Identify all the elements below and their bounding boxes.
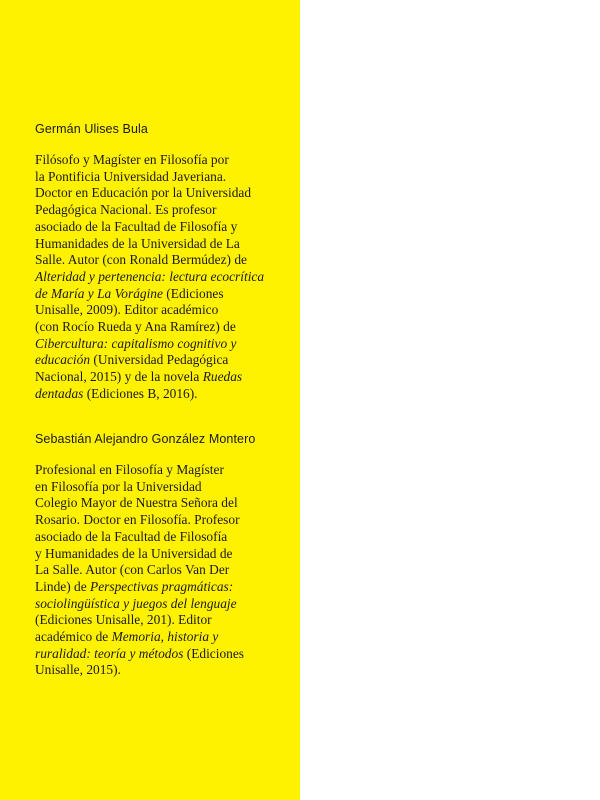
bio-line bbox=[35, 319, 275, 336]
bio-line bbox=[35, 629, 275, 646]
bio-line bbox=[35, 662, 275, 679]
italic-title-text: Perspectivas pragmáticas: bbox=[90, 578, 234, 594]
bio-text-run: Unisalle, 2015). bbox=[35, 662, 121, 678]
bio-text-run: Humanidades de la Universidad de La bbox=[35, 235, 240, 251]
bio-text-run: (Universidad Pedagógica bbox=[90, 352, 229, 368]
bio-line bbox=[35, 185, 275, 202]
bio-text-run: (Ediciones bbox=[162, 285, 224, 301]
bio-line bbox=[35, 269, 275, 286]
italic-title-text: dentadas bbox=[35, 385, 84, 401]
bio-text-run: asociado de la Facultad de Filosofía bbox=[35, 528, 228, 544]
italic-title-text: de María y La Vorágine bbox=[35, 285, 163, 301]
bio-line bbox=[35, 169, 275, 186]
bio-text-run: asociado de la Facultad de Filosofía y bbox=[35, 218, 238, 234]
bio-line bbox=[35, 546, 275, 563]
bio-line bbox=[35, 219, 275, 236]
bio-line bbox=[35, 562, 275, 579]
bio-line bbox=[35, 612, 275, 629]
bio-line bbox=[35, 479, 275, 496]
bio-line bbox=[35, 352, 275, 369]
bio-text-run: (Ediciones Unisalle, 201). Editor bbox=[35, 612, 212, 628]
bio-line bbox=[35, 252, 275, 269]
italic-title-text: ruralidad: teoría y métodos bbox=[35, 645, 184, 661]
bio-text-run: Nacional, 2015) y de la novela bbox=[35, 369, 203, 385]
bio-text-run: Rosario. Doctor en Filosofía. Profesor bbox=[35, 512, 240, 528]
author-bio-text bbox=[35, 462, 275, 679]
italic-title-text: Cibercultura: capitalismo cognitivo y bbox=[35, 335, 237, 351]
bio-text-run: Salle. Autor (con Ronald Bermúdez) de bbox=[35, 252, 247, 268]
bio-text-run: Linde) de bbox=[35, 578, 91, 594]
bio-line bbox=[35, 336, 275, 353]
bio-text-run: (Ediciones B, 2016). bbox=[83, 385, 198, 401]
italic-title-text: educación bbox=[35, 352, 91, 368]
italic-title-text: Memoria, historia y bbox=[111, 629, 219, 645]
bio-line bbox=[35, 512, 275, 529]
bio-text-run: Colegio Mayor de Nuestra Señora del bbox=[35, 495, 238, 511]
bio-line bbox=[35, 579, 275, 596]
bio-text-run: Profesional en Filosofía y Magíster bbox=[35, 462, 224, 477]
bio-text-run: (Ediciones bbox=[183, 645, 245, 661]
bio-text-run: académico de bbox=[35, 629, 112, 645]
bio-text-run: Unisalle, 2009). Editor académico bbox=[35, 302, 219, 318]
bio-line bbox=[35, 302, 275, 319]
bio-line bbox=[35, 529, 275, 546]
bio-text-run: Doctor en Educación por la Universidad bbox=[35, 185, 252, 201]
bio-line bbox=[35, 202, 275, 219]
bio-line bbox=[35, 236, 275, 253]
bio-line bbox=[35, 596, 275, 613]
bio-line bbox=[35, 286, 275, 303]
bio-line bbox=[35, 462, 275, 479]
author-bio-text bbox=[35, 152, 275, 403]
bio-text-run: la Pontificia Universidad Javeriana. bbox=[35, 168, 227, 184]
bio-text-run: La Salle. Autor (con Carlos Van Der bbox=[35, 562, 230, 578]
italic-title-text: sociolingüística y juegos del lenguaje bbox=[35, 595, 237, 611]
bio-text-run: Pedagógica Nacional. Es profesor bbox=[35, 202, 217, 218]
bio-line bbox=[35, 646, 275, 663]
bio-text-run: Filósofo y Magíster en Filosofía por bbox=[35, 152, 229, 167]
author-bio bbox=[35, 120, 275, 403]
italic-title-text: Ruedas bbox=[202, 369, 243, 385]
bio-text-run: en Filosofía por la Universidad bbox=[35, 478, 202, 494]
bio-line bbox=[35, 369, 275, 386]
bio-text-run: y Humanidades de la Universidad de bbox=[35, 545, 233, 561]
author-bio bbox=[35, 430, 275, 679]
author-name: Germán Ulises Bula bbox=[35, 122, 148, 136]
bio-line bbox=[35, 495, 275, 512]
bio-line bbox=[35, 152, 275, 169]
bio-line bbox=[35, 386, 275, 403]
author-name: Sebastián Alejandro González Montero bbox=[35, 432, 256, 446]
bio-text-run: (con Rocío Rueda y Ana Ramírez) de bbox=[35, 319, 236, 335]
italic-title-text: Alteridad y pertenencia: lectura ecocrítica bbox=[35, 268, 265, 284]
